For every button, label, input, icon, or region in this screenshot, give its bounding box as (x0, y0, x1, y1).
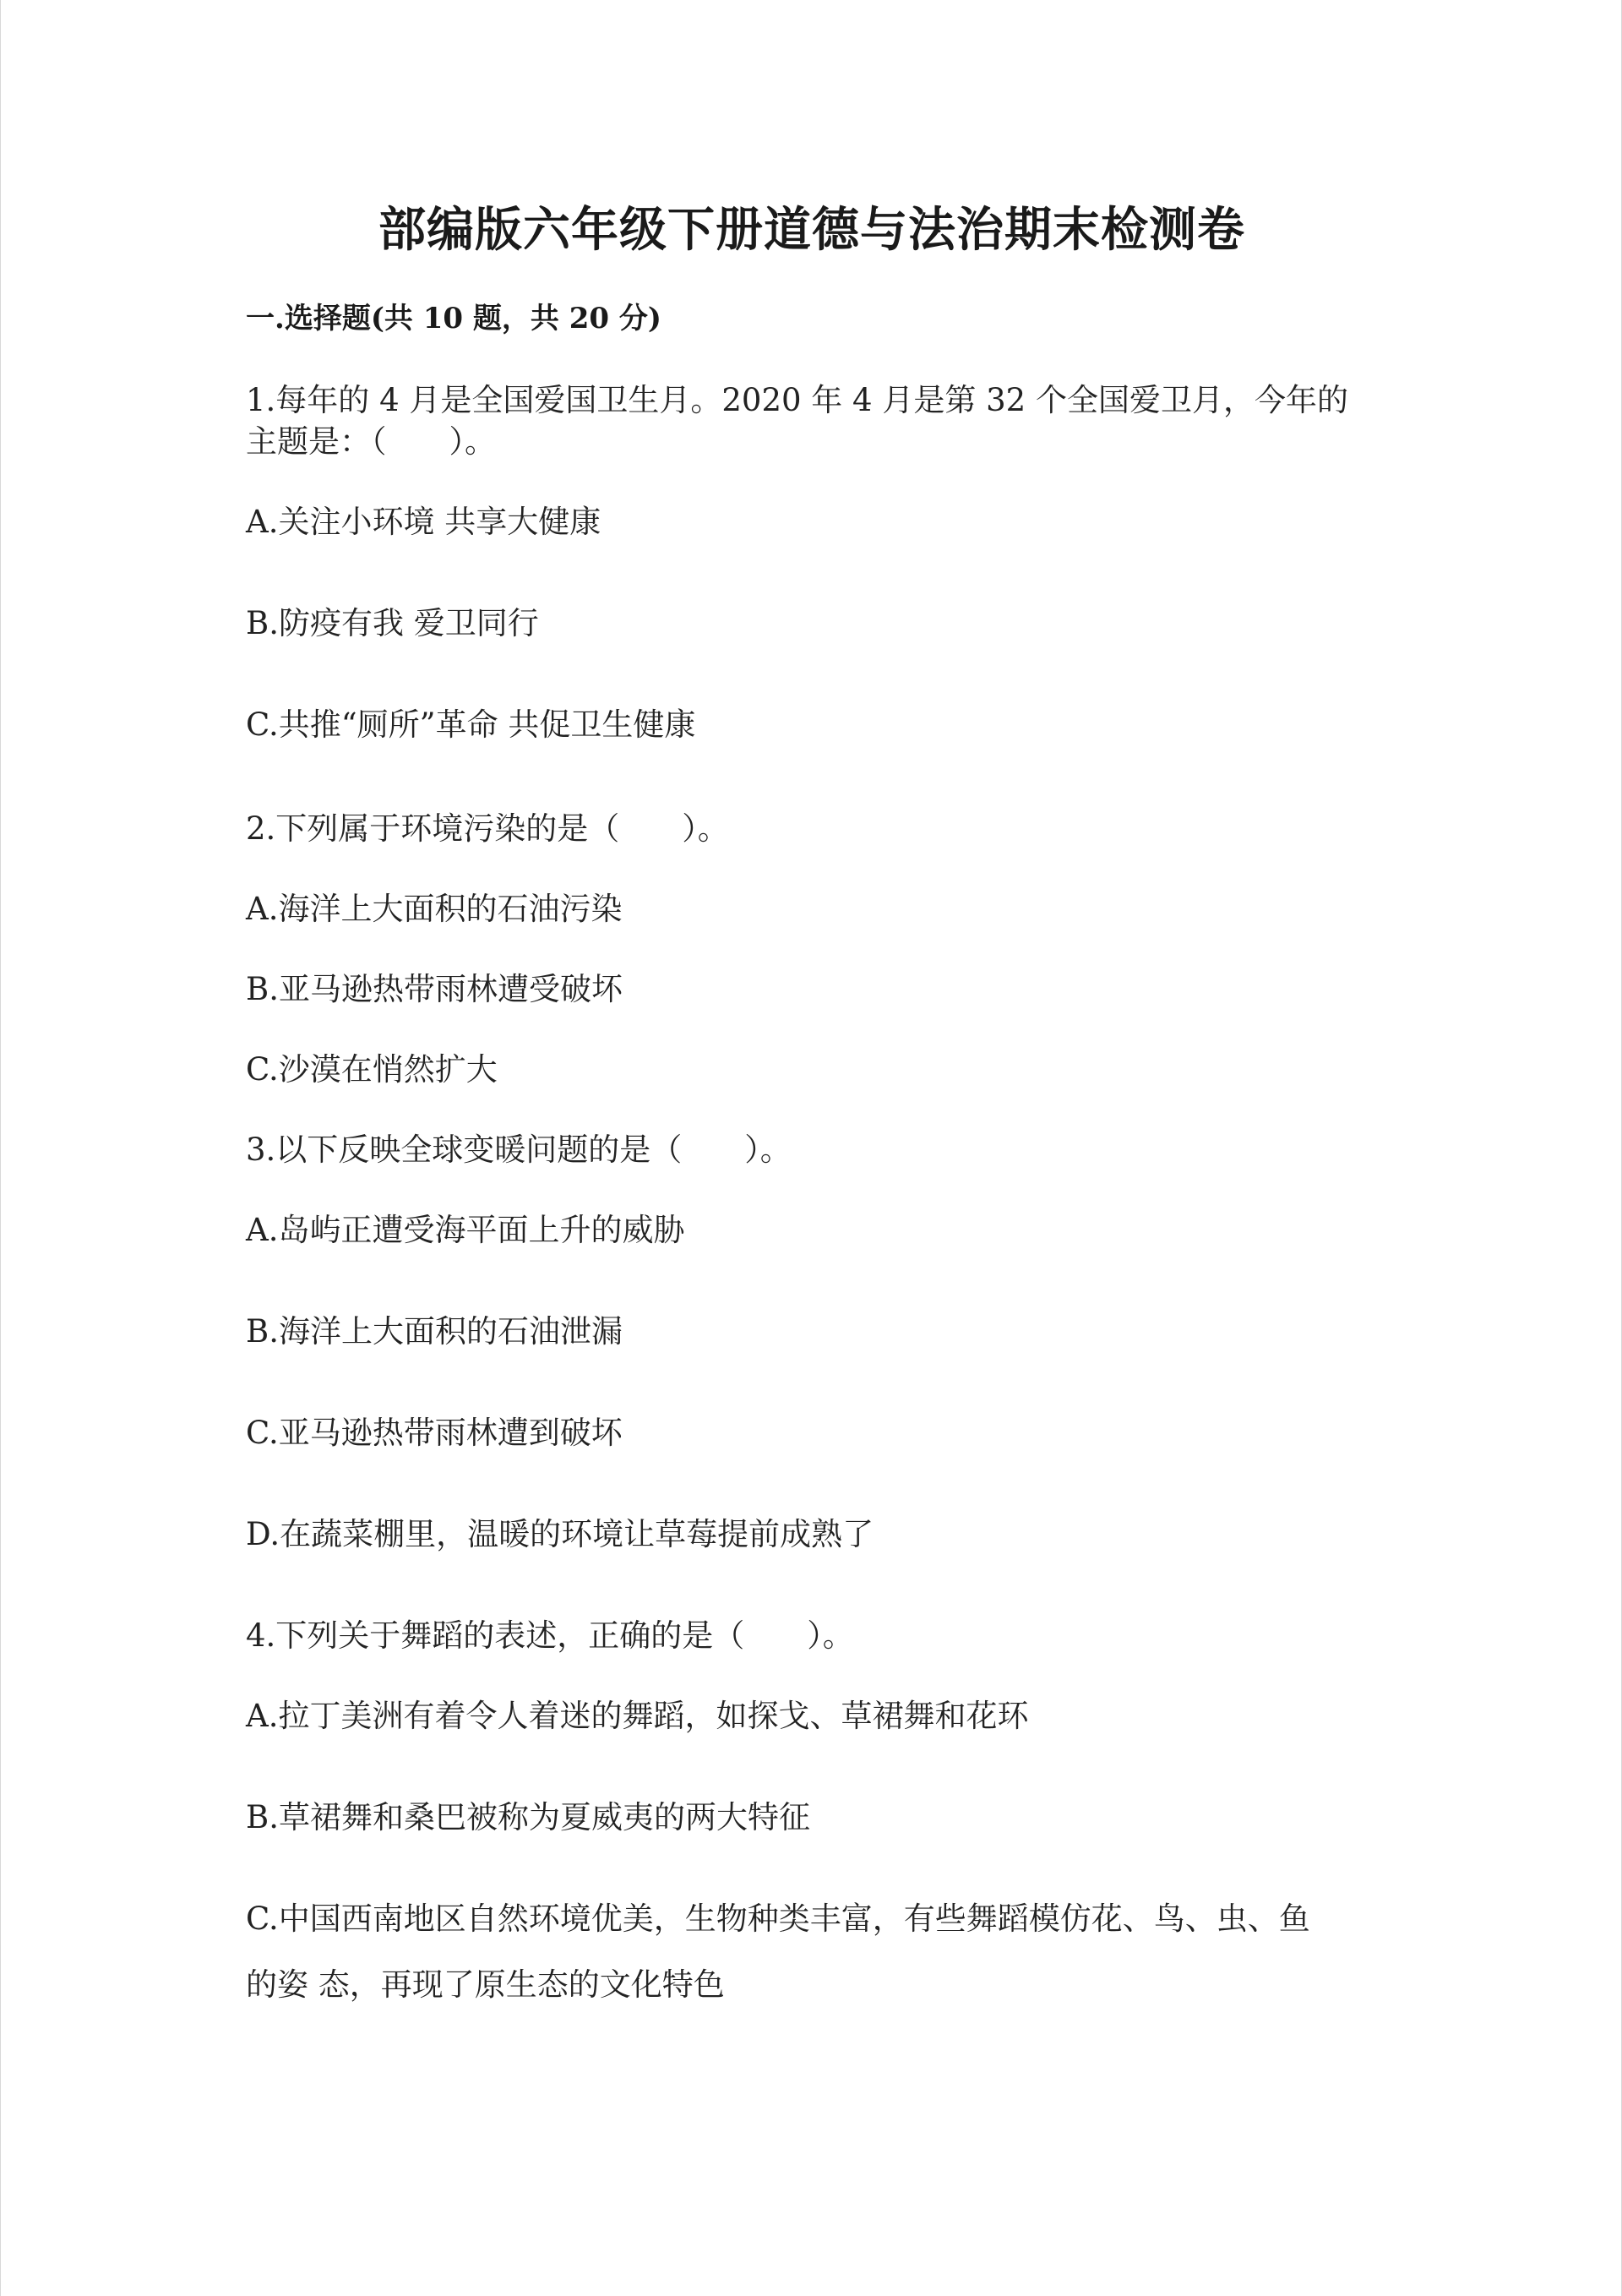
question-1-stem-line-1: 1.每年的 4 月是全国爱国卫生月。2020 年 4 月是第 32 个全国爱卫月，今年的 (246, 382, 1348, 418)
question-2-option-b: B.亚马逊热带雨林遭受破坏 (246, 971, 623, 1007)
question-4-stem: 4.下列关于舞蹈的表述，正确的是（ ）。 (246, 1617, 854, 1654)
question-4-option-b: B.草裙舞和桑巴被称为夏威夷的两大特征 (246, 1799, 810, 1835)
question-3-option-d: D.在蔬菜棚里，温暖的环境让草莓提前成熟了 (246, 1516, 874, 1552)
question-4-option-c-line-2: 的姿 态，再现了原生态的文化特色 (246, 1966, 725, 2003)
page-title: 部编版六年级下册道德与法治期末检测卷 (378, 202, 1245, 258)
question-3-option-a: A.岛屿正遭受海平面上升的威胁 (246, 1212, 685, 1248)
question-3-option-b: B.海洋上大面积的石油泄漏 (246, 1313, 623, 1350)
question-3-stem: 3.以下反映全球变暖问题的是（ ）。 (246, 1132, 792, 1168)
question-1-option-a: A.关注小环境 共享大健康 (246, 504, 601, 540)
question-1-option-b: B.防疫有我 爱卫同行 (246, 605, 539, 641)
question-2-stem: 2.下列属于环境污染的是（ ）。 (246, 810, 729, 847)
section-heading: 一.选择题(共 10 题，共 20 分) (246, 302, 661, 335)
question-1-stem-line-2: 主题是：（ ）。 (246, 423, 496, 460)
question-1-option-c: C.共推“厕所”革命 共促卫生健康 (246, 706, 696, 743)
question-4-option-a: A.拉丁美洲有着令人着迷的舞蹈，如探戈、草裙舞和花环 (246, 1698, 1029, 1734)
question-4-option-c-line-1: C.中国西南地区自然环境优美，生物种类丰富，有些舞蹈模仿花、鸟、虫、鱼 (246, 1901, 1310, 1937)
question-2-option-a: A.海洋上大面积的石油污染 (246, 891, 623, 927)
question-2-option-c: C.沙漠在悄然扩大 (246, 1051, 498, 1088)
question-3-option-c: C.亚马逊热带雨林遭到破坏 (246, 1415, 623, 1451)
